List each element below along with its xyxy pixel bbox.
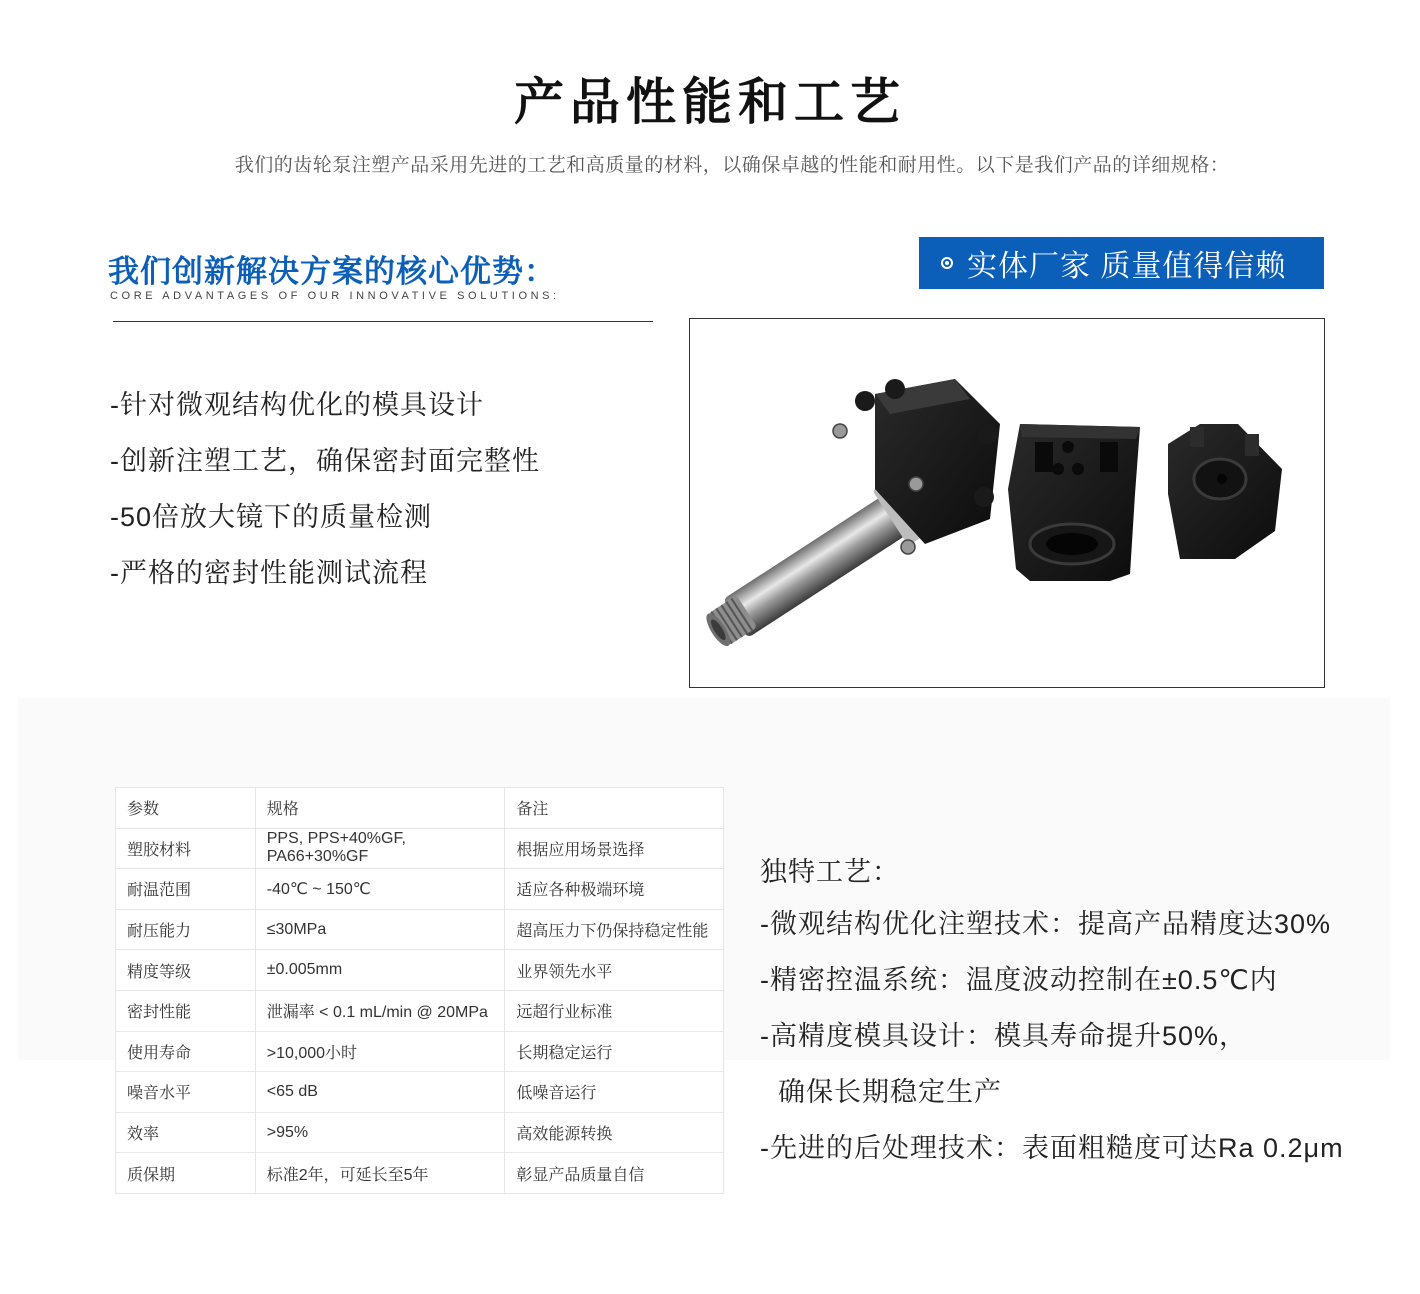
process-list [760,906,1344,1186]
advantages-list [110,385,540,609]
table-cell: 耐温范围 [116,869,256,910]
gear-pump-parts-image [690,319,1324,687]
trust-banner [919,237,1324,289]
list-item: -严格的密封性能测试流程 [110,558,428,588]
table-cell: 彰显产品质量自信 [505,1153,724,1194]
table-row [116,1031,724,1072]
advantages-subtitle: CORE ADVANTAGES OF OUR INNOVATIVE SOLUTIONS: [110,290,560,302]
list-item-text: -微观结构优化注塑技术：提高产品精度达30% [760,909,1332,939]
table-cell: 长期稳定运行 [505,1031,724,1072]
list-item: -50倍放大镜下的质量检测 [110,502,433,532]
table-cell: >95% [255,1112,505,1153]
list-item-text: -高精度模具设计：模具寿命提升50%， [760,1021,1248,1051]
table-row [116,828,724,869]
table-cell: <65 dB [255,1072,505,1113]
table-cell: 密封性能 [116,990,256,1031]
table-cell: 低噪音运行 [505,1072,724,1113]
list-item-text: -先进的后处理技术：表面粗糙度可达Ra 0.2μm [760,1133,1344,1163]
list-item-continuation: 确保长期稳定生产 [778,1077,1002,1107]
table-cell: 质保期 [116,1153,256,1194]
column-header: 规格 [255,788,505,829]
table-cell: PPS, PPS+40%GF, PA66+30%GF [255,828,505,869]
product-photo [689,318,1325,688]
table-row [116,1112,724,1153]
table-row [116,950,724,991]
table-cell: 泄漏率 < 0.1 mL/min @ 20MPa [255,990,505,1031]
table-header-row [116,788,724,829]
list-item: -针对微观结构优化的模具设计 [110,390,484,420]
table-cell: 效率 [116,1112,256,1153]
banner-text: 实体厂家 质量值得信赖 [967,250,1287,283]
table-row [116,990,724,1031]
column-header: 备注 [505,788,724,829]
table-cell: 根据应用场景选择 [505,828,724,869]
table-row [116,1072,724,1113]
table-cell: 塑胶材料 [116,828,256,869]
table-row [116,1153,724,1194]
list-item [760,1018,1344,1110]
table-row [116,869,724,910]
page-title: 产品性能和工艺 [514,74,906,130]
intro-text: 我们的齿轮泵注塑产品采用先进的工艺和高质量的材料，以确保卓越的性能和耐用性。以下是我们产品的详细规格： [234,155,1230,176]
table-cell: 精度等级 [116,950,256,991]
list-item-text: -精密控温系统：温度波动控制在±0.5℃内 [760,965,1278,995]
column-header: 参数 [116,788,256,829]
table-cell: 使用寿命 [116,1031,256,1072]
advantages-title: 我们创新解决方案的核心优势： [108,254,556,289]
table-cell: -40℃ ~ 150℃ [255,869,505,910]
divider [113,321,653,322]
table-cell: ±0.005mm [255,950,505,991]
list-item [760,906,1344,942]
table-cell: 标准2年，可延长至5年 [255,1153,505,1194]
table-cell: 高效能源转换 [505,1112,724,1153]
table-cell: >10,000小时 [255,1031,505,1072]
list-item [760,1130,1344,1166]
table-cell: 适应各种极端环境 [505,869,724,910]
table-cell: 耐压能力 [116,909,256,950]
table-cell: ≤30MPa [255,909,505,950]
table-cell: 业界领先水平 [505,950,724,991]
list-item: -创新注塑工艺，确保密封面完整性 [110,446,540,476]
table-cell: 远超行业标准 [505,990,724,1031]
spec-table [115,787,724,1194]
target-icon [941,257,953,269]
table-row [116,909,724,950]
table-cell: 超高压力下仍保持稳定性能 [505,909,724,950]
process-title: 独特工艺： [760,857,900,887]
list-item [760,962,1344,998]
table-cell: 噪音水平 [116,1072,256,1113]
